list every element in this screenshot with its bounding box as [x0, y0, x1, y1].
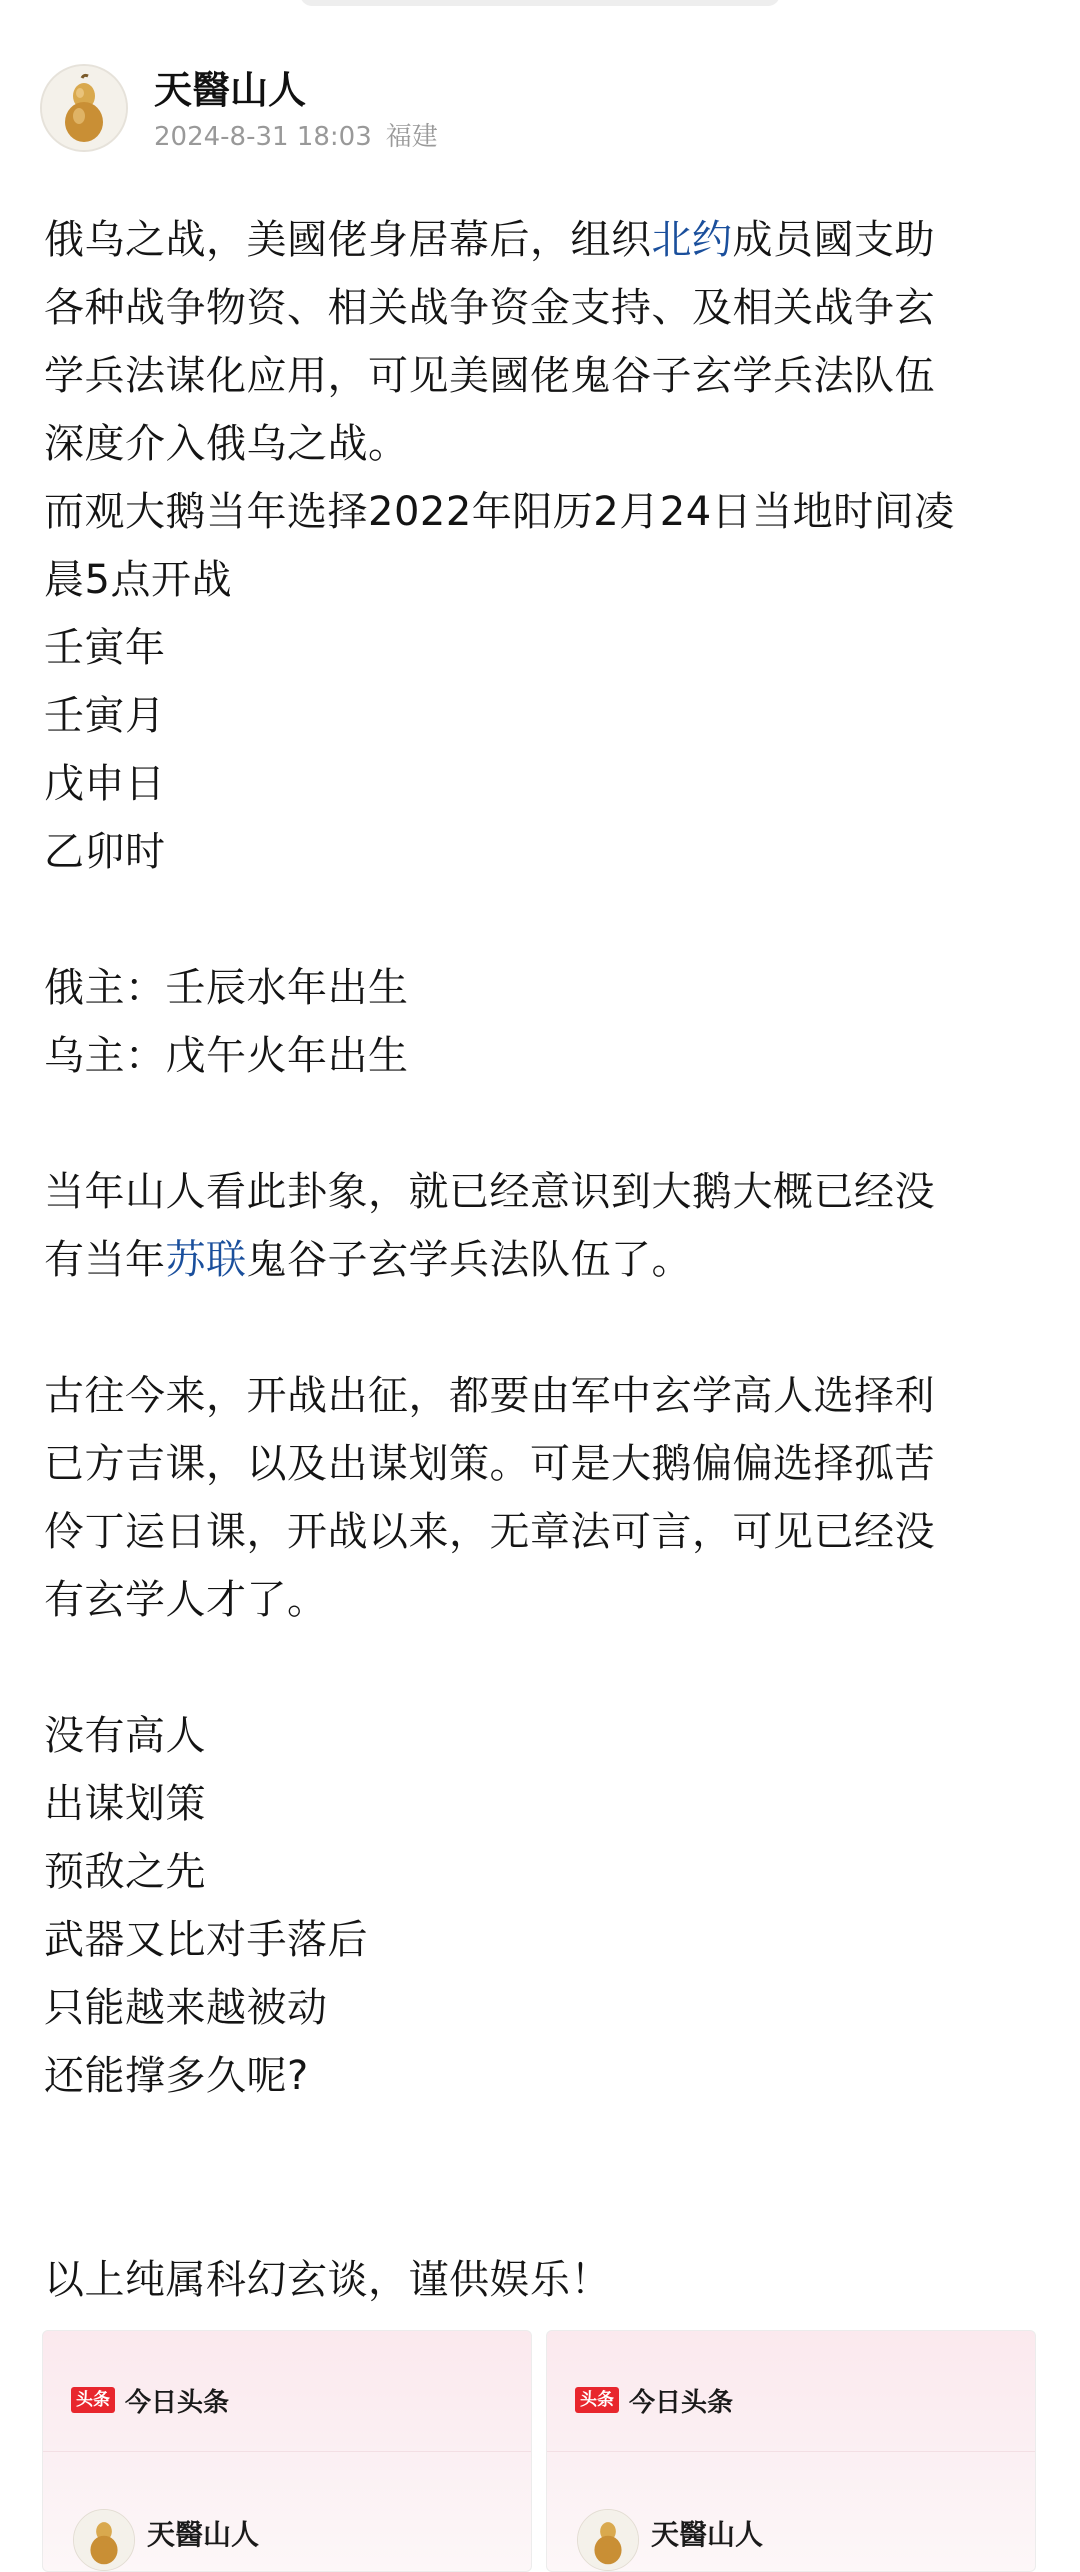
- post-location: 福建: [385, 122, 438, 152]
- paragraph-line: 已方吉课，以及出谋划策。可是大鹅偏偏选择孤苦: [44, 1441, 935, 1487]
- text-segment: 有当年: [44, 1237, 166, 1283]
- paragraph-line: 伶丁运日课，开战以来，无章法可言，可见已经没: [44, 1509, 935, 1555]
- spacer: [44, 1294, 1034, 1362]
- list-line: 预敌之先: [44, 1849, 206, 1895]
- paragraph-line: 学兵法谋化应用，可见美國佬鬼谷子玄学兵法队伍: [44, 353, 935, 399]
- disclaimer: 以上纯属科幻玄谈，谨供娱乐！: [44, 2257, 611, 2303]
- paragraph-line: 有玄学人才了。: [44, 1577, 328, 1623]
- toutiao-logo-icon: 头条: [575, 2387, 619, 2413]
- russia-leader-line: 俄主：壬辰水年出生: [44, 965, 409, 1011]
- ganzhi-hour: 乙卯时: [44, 829, 166, 875]
- paragraph-line: 当年山人看此卦象，就已经意识到大鹅大概已经没: [44, 1169, 935, 1215]
- card-divider: [43, 2451, 531, 2452]
- spacer: [44, 886, 1034, 954]
- nato-link[interactable]: 北约: [651, 217, 733, 263]
- ussr-link[interactable]: 苏联: [165, 1237, 247, 1283]
- spacer: [44, 1090, 1034, 1158]
- card-author-name: 天醫山人: [651, 2518, 764, 2551]
- text-segment: 成员國支助: [732, 217, 935, 263]
- spacer: [44, 1634, 1034, 1702]
- post-date: 2024-8-31 18:03: [154, 122, 372, 152]
- toutiao-brand: [71, 2385, 230, 2418]
- gourd-avatar-icon: [73, 2509, 135, 2571]
- paragraph-line: 古往今来，开战出征，都要由军中玄学高人选择利: [44, 1373, 935, 1419]
- card-author-name: 天醫山人: [147, 2518, 260, 2551]
- list-line: 还能撑多久呢?: [44, 2053, 309, 2099]
- post-content: [44, 206, 1034, 2314]
- top-sheet-handle: [300, 0, 780, 6]
- paragraph-line: 深度介入俄乌之战。: [44, 421, 409, 467]
- toutiao-brand: [575, 2385, 734, 2418]
- ganzhi-month: 壬寅月: [44, 693, 166, 739]
- brand-name: 今日头条: [629, 2387, 734, 2418]
- paragraph-line: 各种战争物资、相关战争资金支持、及相关战争玄: [44, 285, 935, 331]
- toutiao-image-card[interactable]: [546, 2330, 1036, 2572]
- list-line: 只能越来越被动: [44, 1985, 328, 2031]
- post-header: [40, 64, 1040, 154]
- brand-name: 今日头条: [125, 2387, 230, 2418]
- spacer: [44, 2110, 1034, 2246]
- text-segment: 鬼谷子玄学兵法队伍了。: [246, 1237, 692, 1283]
- paragraph-line: 而观大鹅当年选择2022年阳历2月24日当地时间凌: [44, 489, 955, 535]
- card-divider: [547, 2451, 1035, 2452]
- gourd-avatar-icon[interactable]: [40, 64, 128, 152]
- ganzhi-year: 壬寅年: [44, 625, 166, 671]
- toutiao-logo-icon: 头条: [71, 2387, 115, 2413]
- paragraph-line: [44, 206, 1034, 274]
- list-line: 没有高人: [44, 1713, 206, 1759]
- paragraph-line: 晨5点开战: [44, 557, 232, 603]
- ukraine-leader-line: 乌主：戊午火年出生: [44, 1033, 409, 1079]
- author-name[interactable]: 天醫山人: [154, 68, 307, 112]
- list-line: 出谋划策: [44, 1781, 206, 1827]
- ganzhi-day: 戊申日: [44, 761, 166, 807]
- text-segment: 俄乌之战，美國佬身居幕后，组织: [44, 217, 652, 263]
- gourd-avatar-icon: [577, 2509, 639, 2571]
- paragraph-line: [44, 1226, 1034, 1294]
- list-line: 武器又比对手落后: [44, 1917, 368, 1963]
- toutiao-image-card[interactable]: [42, 2330, 532, 2572]
- post-meta: [154, 120, 452, 154]
